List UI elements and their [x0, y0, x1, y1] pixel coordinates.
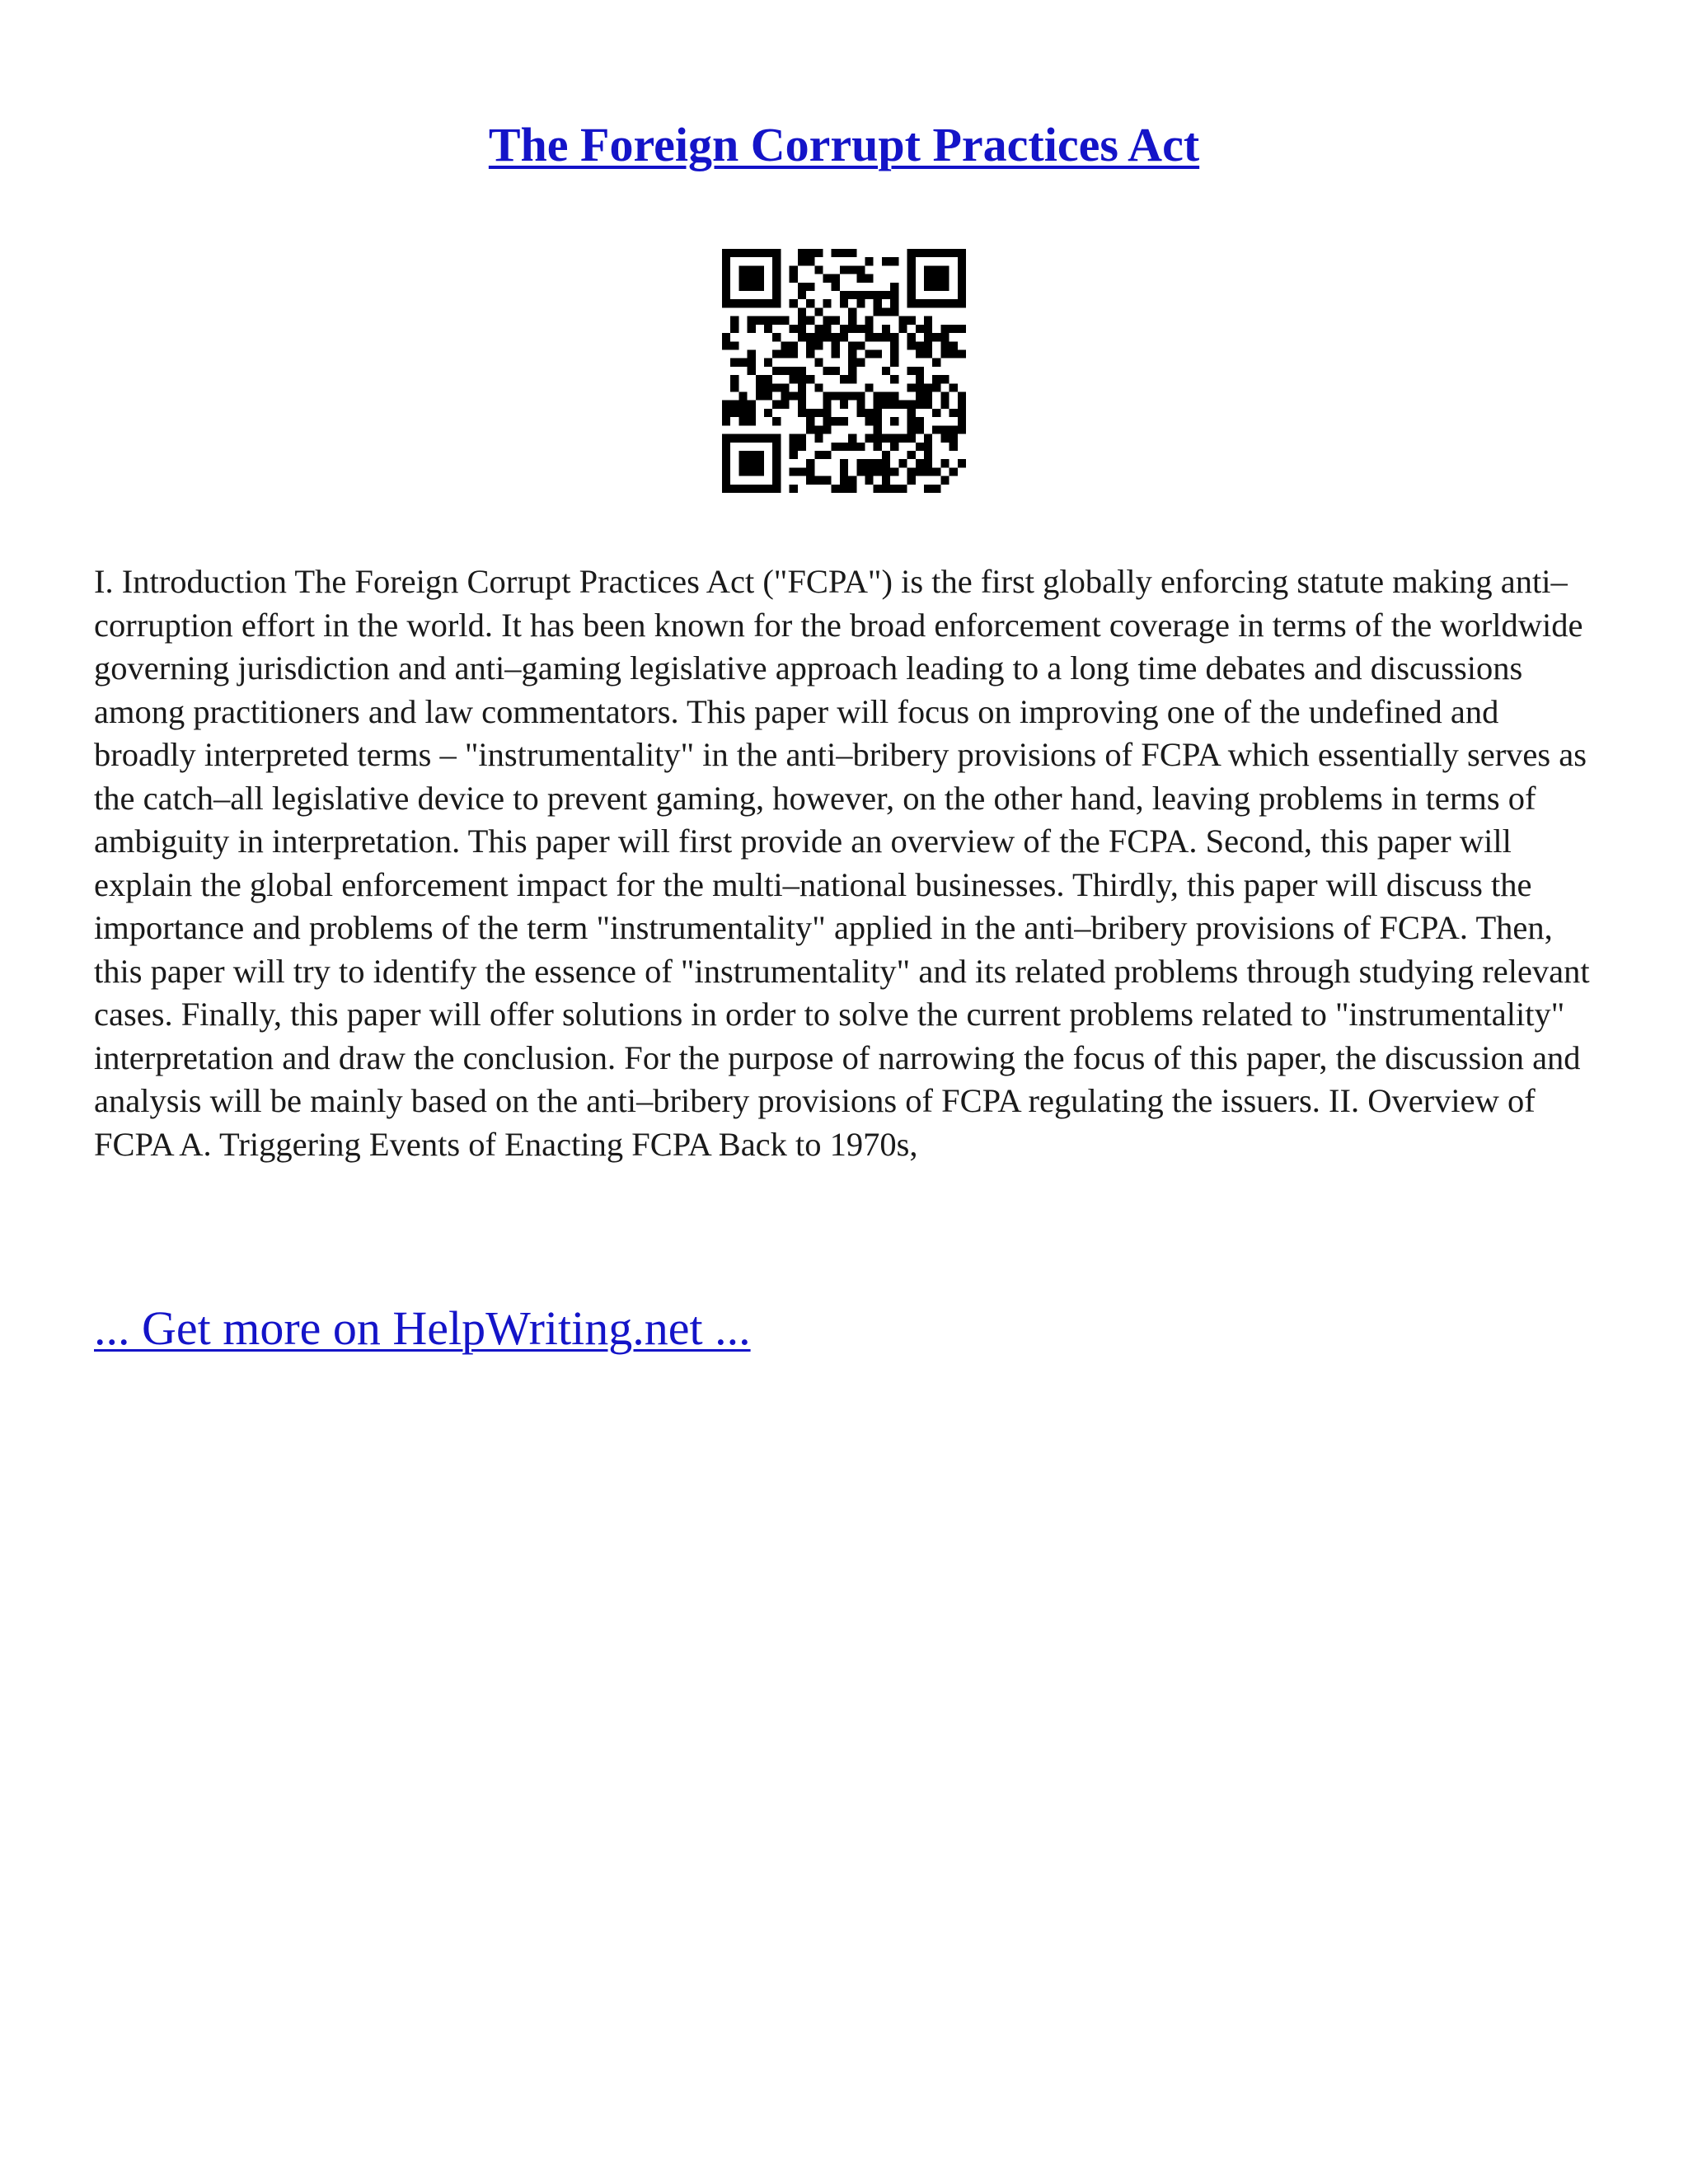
title-container — [0, 112, 1688, 178]
more-link-container — [94, 1296, 751, 1361]
get-more-link[interactable]: ... Get more on HelpWriting.net ... — [94, 1301, 751, 1355]
qr-code-icon — [722, 249, 966, 493]
document-body-text: I. Introduction The Foreign Corrupt Practices Act ("FCPA") is the first globally enforcing statute making anti–corruption effort in the world. It has been known for the broad enforcement coverage in terms of the worldwide governing jurisdiction and anti–gaming legislative approach leading to a long time debates and discussions among practitioners and law commentators. This paper will focus on improving one of the undefined and broadly interpreted terms – "instrumentality" in the anti–bribery provisions of FCPA which essentially serves as the catch–all legislative device to prevent gaming, however, on the other hand, leaving problems in terms of ambiguity in interpretation. This paper will first provide an overview of the FCPA. Second, this paper will explain the global enforcement impact for the multi–national businesses. Thirdly, this paper will discuss the importance and problems of the term "instrumentality" applied in the anti–bribery provisions of FCPA. Then, this paper will try to identify the essence of "instrumentality" and its related problems through studying relevant cases. Finally, this paper will offer solutions in order to solve the current problems related to "instrumentality" interpretation and draw the conclusion. For the purpose of narrowing the focus of this paper, the discussion and analysis will be mainly based on the anti–bribery provisions of FCPA regulating the issuers. II. Overview of FCPA A. Triggering Events of Enacting FCPA Back to 1970s, — [94, 563, 1590, 1163]
qr-code-modules — [722, 249, 966, 493]
document-title-link[interactable]: The Foreign Corrupt Practices Act — [488, 118, 1200, 171]
qr-code-graphic — [722, 249, 966, 493]
